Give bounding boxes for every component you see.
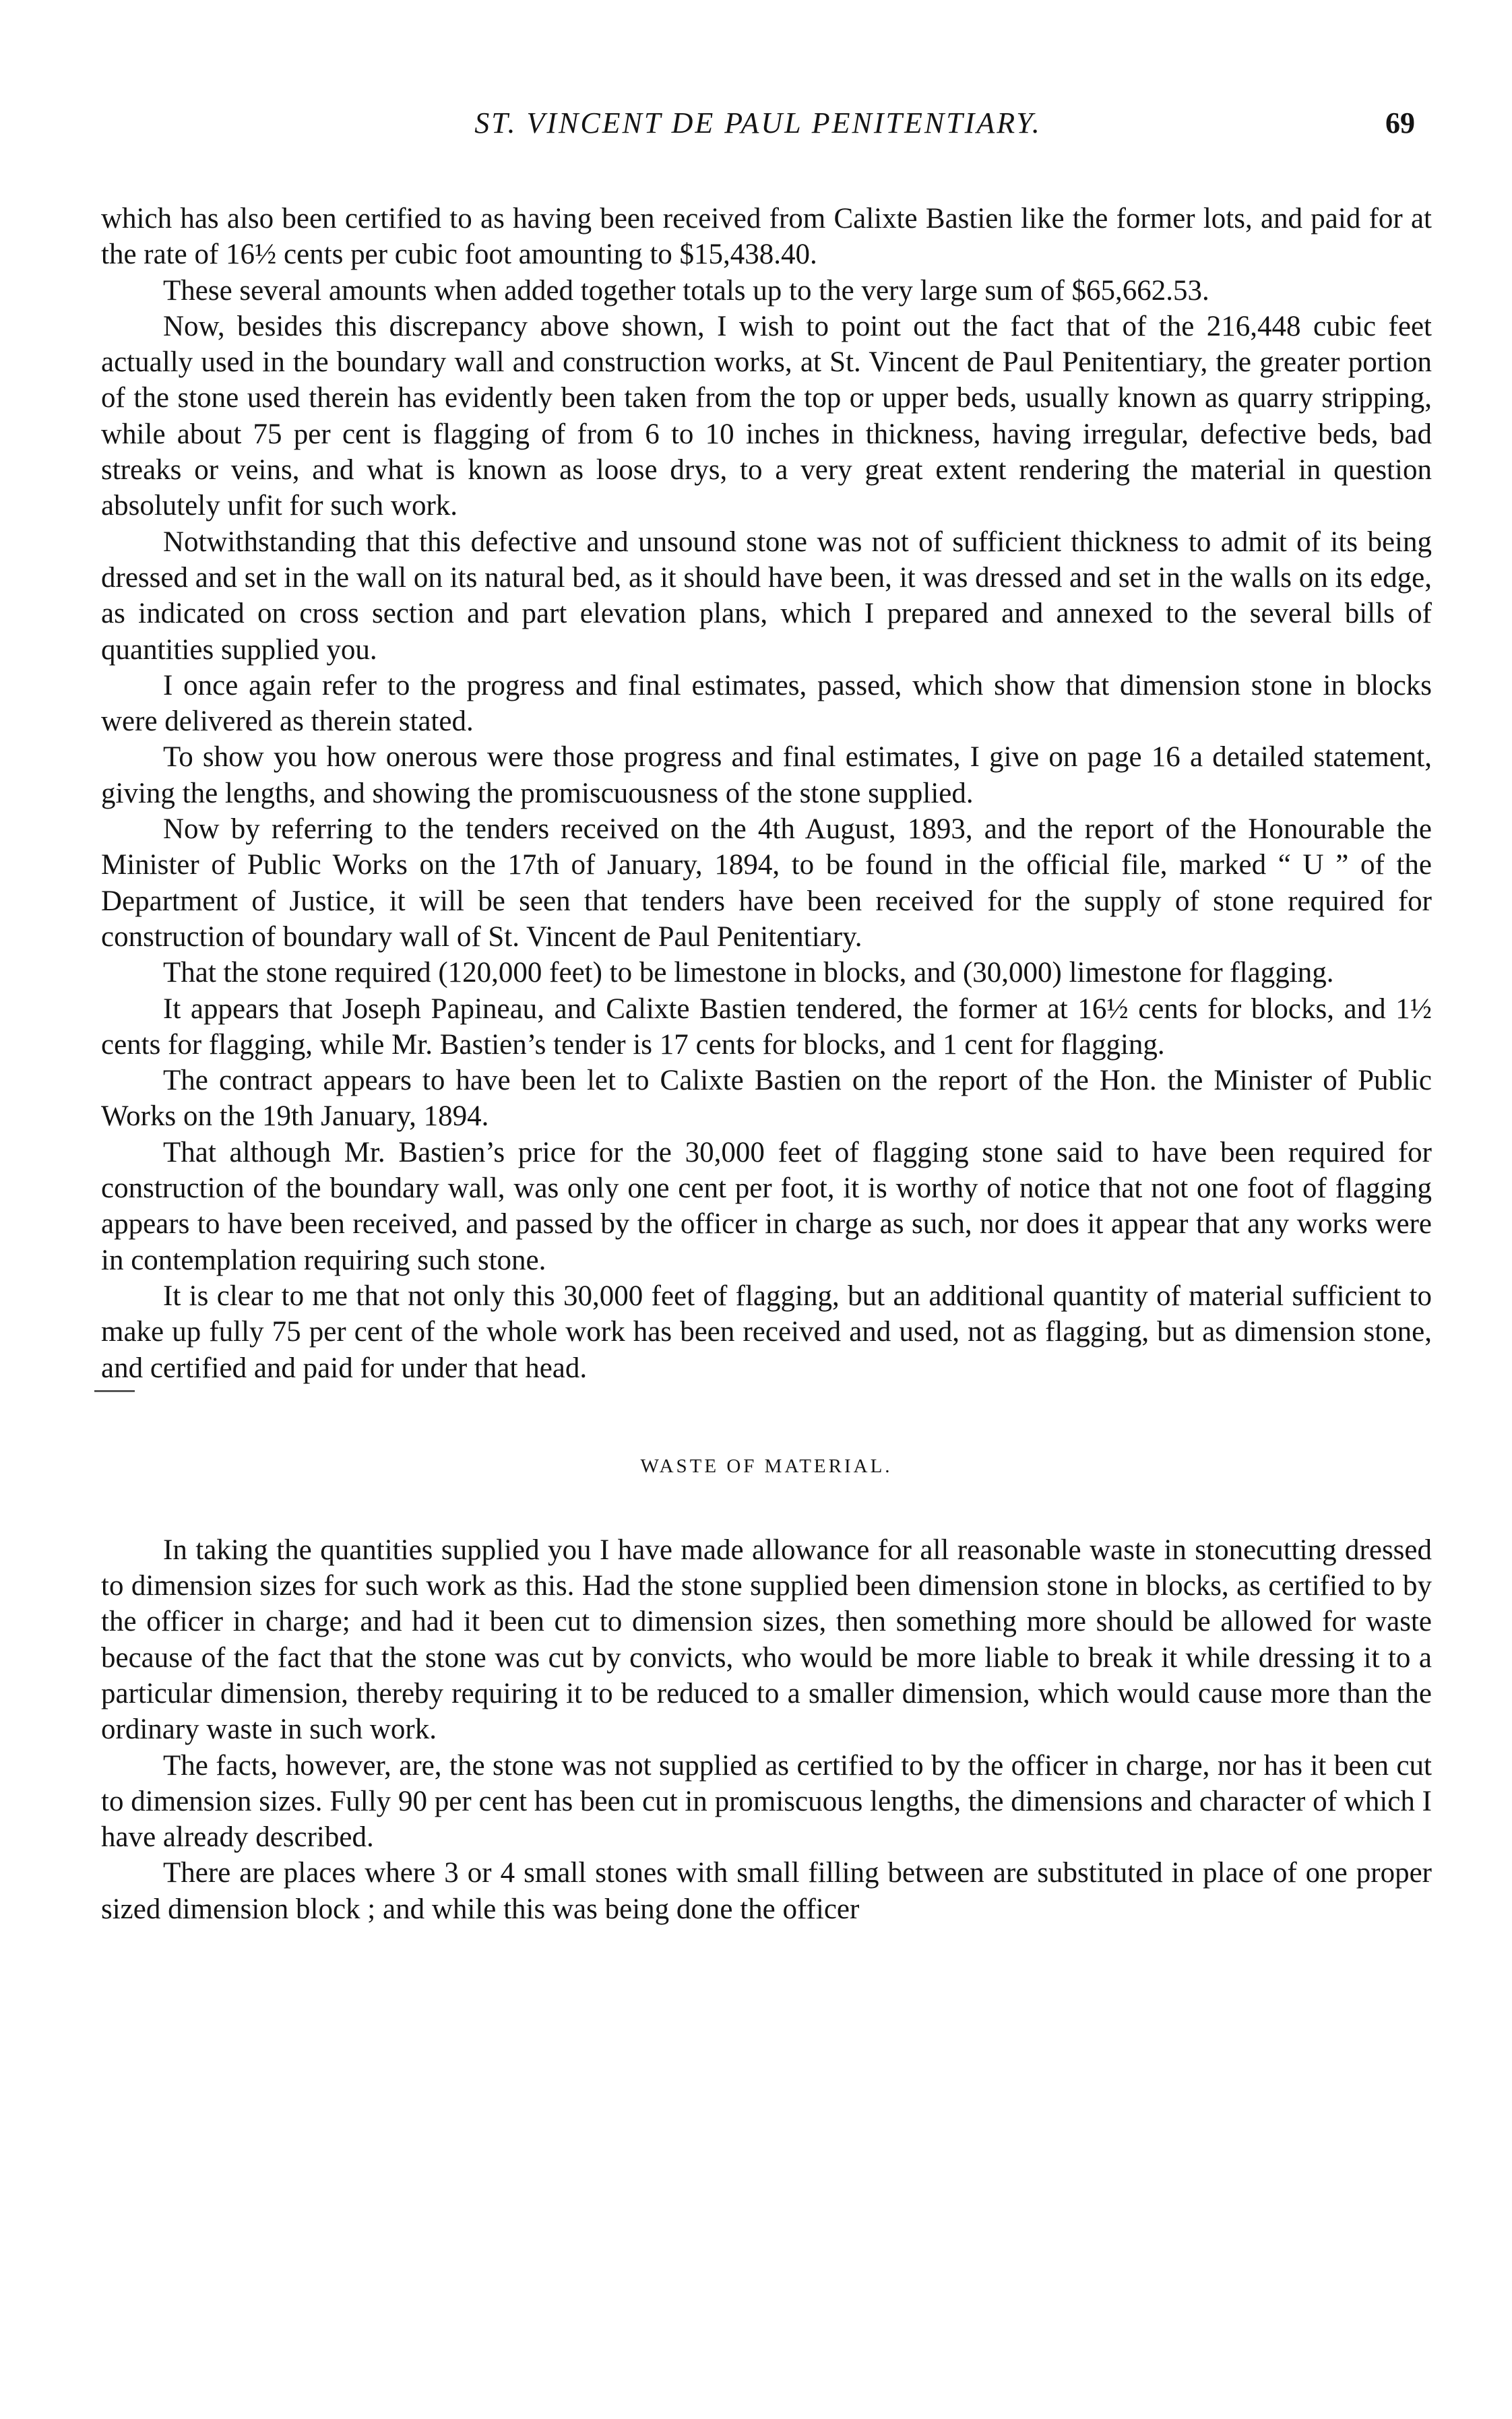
- running-head: [101, 100, 1415, 147]
- body-text: [101, 201, 1432, 1927]
- section-heading-waste-of-material: WASTE OF MATERIAL.: [640, 1455, 893, 1477]
- paragraph-continuation: which has also been certified to as having been received from Calixte Bastien like the former lots, and paid for at the rate of 16½ cents per cubic foot amounting to $15,438.40.: [101, 203, 1432, 271]
- paragraph-tenders: Now by referring to the tenders received on the 4th August, 1893, and the report of the Honourable the Minister of Public Works on the 17th of January, 1894, to be found in the official file, marked “ U ” of the Department of Justice, it will be seen that tenders have been received for the supply of stone required for construction of boundary wall of St. Vincent de Paul Penitentiary.: [101, 813, 1432, 953]
- paragraph-facts: The facts, however, are, the stone was not supplied as certified to by the officer in charge, nor has it been cut to dimension sizes. Fully 90 per cent has been cut in promiscuous lengths, the dimensions and character of which I have already described.: [101, 1749, 1432, 1854]
- paragraph-stone-required: That the stone required (120,000 feet) to be limestone in blocks, and (30,000) limestone for flagging.: [163, 957, 1334, 989]
- paragraph-flagging-price: That although Mr. Bastien’s price for the 30,000 feet of flagging stone said to have been required for construction of the boundary wall, was only one cent per foot, it is worthy of notice that not one foot of flagging appears to have been received, and passed by the officer in charge as such, nor does it appear that any works were in contemplation requiring such stone.: [101, 1136, 1432, 1276]
- page-number: 69: [1385, 106, 1415, 139]
- paragraph-conclusion: It is clear to me that not only this 30,000 feet of flagging, but an additional quantity of material sufficient to make up fully 75 per cent of the whole work has been received and used, not as flagging, but as dimension stone, and certified and paid for under that head.: [101, 1280, 1432, 1384]
- paragraph-tender-prices: It appears that Joseph Papineau, and Calixte Bastien tendered, the former at 16½ cents for blocks, and 1½ cents for flagging, while Mr. Bastien’s tender is 17 cents for blocks, and 1 cent for flagging.: [101, 993, 1432, 1061]
- paragraph-contract: The contract appears to have been let to Calixte Bastien on the report of the Hon. the Minister of Public Works on the 19th January, 1894.: [101, 1065, 1432, 1133]
- margin-rule-mark: [94, 1390, 135, 1392]
- paragraph-small-stones: There are places where 3 or 4 small stones with small filling between are substituted in place of one proper sized dimension block ; and while this was being done the officer: [101, 1857, 1432, 1925]
- paragraph-detailed-statement: To show you how onerous were those progress and final estimates, I give on page 16 a detailed statement, giving the lengths, and showing the promiscuousness of the stone supplied.: [101, 741, 1432, 809]
- paragraph-waste-allowance: In taking the quantities supplied you I have made allowance for all reasonable waste in stonecutting dressed to dimension sizes for such work as this. Had the stone supplied been dimension stone in blocks, as certified to by the officer in charge; and had it been cut to dimension sizes, then something more should be allowed for waste because of the fact that the stone was cut by convicts, who would be more liable to break it while dressing it to a particular dimension, thereby requiring it to be reduced to a smaller dimension, which would cause more than the ordinary waste in such work.: [101, 1534, 1432, 1746]
- running-title: ST. VINCENT DE PAUL PENITENTIARY.: [474, 106, 1042, 139]
- paragraph-defective-stone: Notwithstanding that this defective and unsound stone was not of sufficient thickness to admit of its being dressed and set in the wall on its natural bed, as it should have been, it was dressed and set in the walls on its edge, as indicated on cross section and part elevation plans, which I prepared and annexed to the several bills of quantities supplied you.: [101, 526, 1432, 666]
- paragraph-total-sum: These several amounts when added together totals up to the very large sum of $65,662.53.: [163, 274, 1209, 307]
- paragraph-estimates: I once again refer to the progress and final estimates, passed, which show that dimension stone in blocks were delivered as therein stated.: [101, 669, 1432, 738]
- paragraph-discrepancy: Now, besides this discrepancy above shown, I wish to point out the fact that of the 216,448 cubic feet actually used in the boundary wall and construction works, at St. Vincent de Paul Penitentiary, the greater portion of the stone used therein has evidently been taken from the top or upper beds, usually known as quarry stripping, while about 75 per cent is flagging of from 6 to 10 inches in thickness, having irregular, defective beds, bad streaks or veins, and what is known as loose drys, to a very great extent rendering the material in question absolutely unfit for such work.: [101, 310, 1432, 522]
